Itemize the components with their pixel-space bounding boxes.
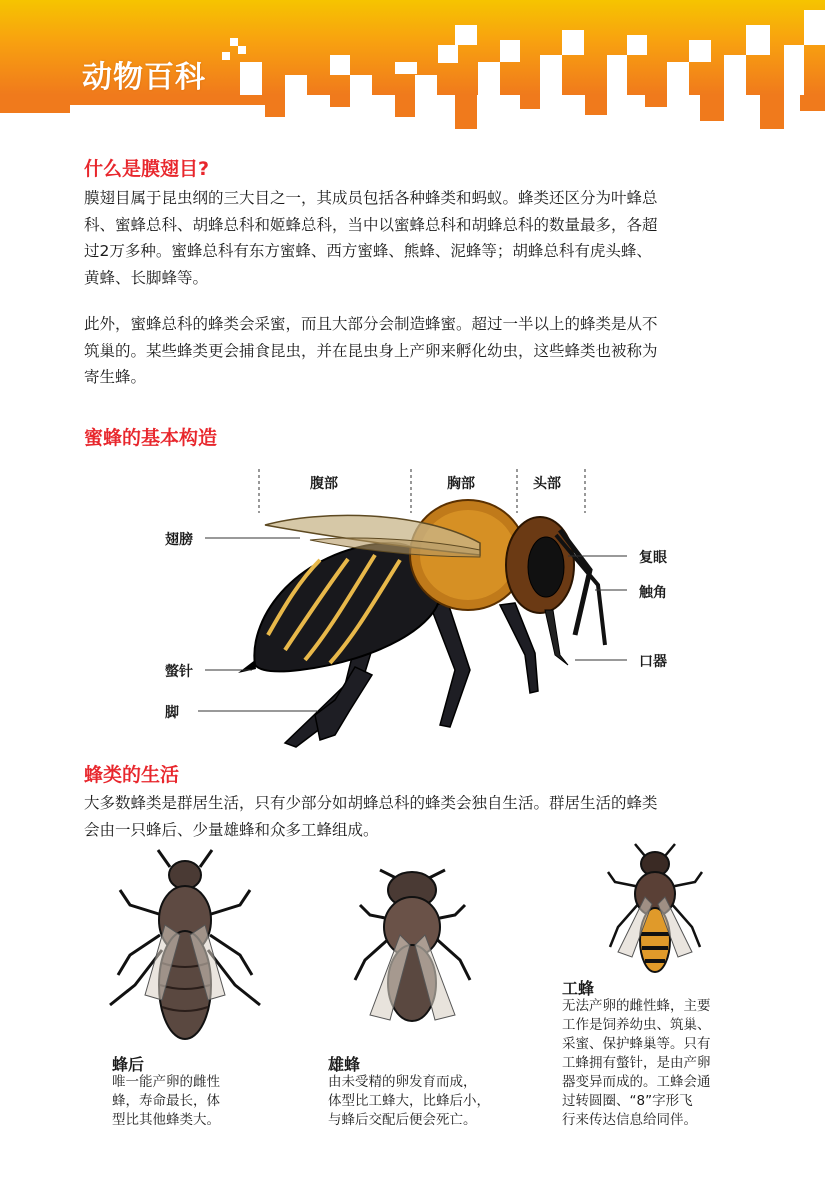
paragraph-line: 此外，蜜蜂总科的蜂类会采蜜，而且大部分会制造蜂蜜。超过一半以上的蜂类是从不: [84, 315, 658, 333]
worker-line: 无法产卵的雌性蜂，主要: [562, 998, 711, 1014]
part-label-leg: 脚: [165, 705, 179, 721]
paragraph-line: 寄生蜂。: [84, 368, 147, 386]
paragraph-line: 会由一只蜂后、少量雄蜂和众多工蜂组成。: [84, 820, 379, 839]
paragraph-additional: [84, 311, 774, 391]
queen-line: 蜂，寿命最长，体: [112, 1093, 220, 1109]
worker-line: 工蜂拥有螫针，是由产卵: [562, 1055, 711, 1071]
queen-line: 唯一能产卵的雌性: [112, 1074, 220, 1090]
segment-label-head: 头部: [533, 476, 561, 492]
drone-title: 雄蜂: [328, 1055, 361, 1074]
part-label-wing: 翅膀: [165, 532, 193, 548]
queen-bee-illustration: [100, 845, 270, 1045]
segment-label-thorax: 胸部: [447, 476, 475, 492]
banner-title: 动物百科: [82, 60, 206, 95]
paragraph-line: 大多数蜂类是群居生活，只有少部分如胡蜂总科的蜂类会独自生活。群居生活的蜂类: [84, 794, 658, 812]
section-heading-what: 什么是膜翅目?: [84, 158, 210, 180]
drone-line: 由未受精的卵发育而成，: [328, 1074, 477, 1090]
drone-line: 与蜂后交配后便会死亡。: [328, 1112, 477, 1128]
paragraph-line: 筑巢的。某些蜂类更会捕食昆虫，并在昆虫身上产卵来孵化幼虫，这些蜂类也被称为: [84, 341, 658, 360]
paragraph-line: 黄蜂、长脚蜂等。: [84, 268, 209, 287]
queen-description: [112, 1073, 220, 1130]
header-banner: [0, 0, 825, 130]
drone-description: [328, 1073, 490, 1130]
queen-title: 蜂后: [112, 1055, 145, 1074]
worker-line: 过转圆圈、“8”字形飞: [562, 1093, 693, 1109]
part-label-compound-eye: 复眼: [639, 550, 667, 566]
worker-line: 行来传达信息给同伴。: [562, 1112, 697, 1128]
drone-line: 体型比工蜂大，比蜂后小，: [328, 1093, 490, 1109]
section-heading-life: 蜂类的生活: [84, 764, 180, 786]
worker-bee-illustration: [600, 842, 710, 982]
paragraph-intro: [84, 185, 774, 291]
worker-line: 工作是饲养幼虫、筑巢、: [562, 1017, 711, 1033]
part-label-stinger: 螫针: [165, 664, 193, 680]
paragraph-line: 科、蜜蜂总科、胡蜂总科和姬蜂总科，当中以蜜蜂总科和胡蜂总科的数量最多，各超: [84, 215, 658, 234]
worker-line: 器变异而成的。工蜂会通: [562, 1074, 711, 1090]
bee-anatomy-diagram: [0, 455, 825, 755]
part-label-mouthparts: 口器: [639, 654, 667, 670]
segment-label-abdomen: 腹部: [310, 476, 338, 492]
worker-description: [562, 997, 711, 1130]
paragraph-line: 膜翅目属于昆虫纲的三大目之一，其成员包括各种蜂类和蚂蚁。蜂类还区分为叶蜂总: [84, 189, 658, 207]
bee-anatomy-illustration: [0, 455, 825, 755]
paragraph-line: 过2万多种。蜜蜂总科有东方蜜蜂、西方蜜蜂、熊蜂、泥蜂等；胡蜂总科有虎头蜂、: [84, 242, 652, 260]
worker-title: 工蜂: [562, 979, 595, 998]
part-label-antenna: 触角: [639, 585, 667, 601]
queen-line: 型比其他蜂类大。: [112, 1112, 220, 1128]
drone-bee-illustration: [345, 865, 480, 1035]
section-heading-structure: 蜜蜂的基本构造: [84, 427, 218, 449]
paragraph-life: [84, 790, 774, 843]
worker-line: 采蜜、保护蜂巢等。只有: [562, 1036, 711, 1052]
